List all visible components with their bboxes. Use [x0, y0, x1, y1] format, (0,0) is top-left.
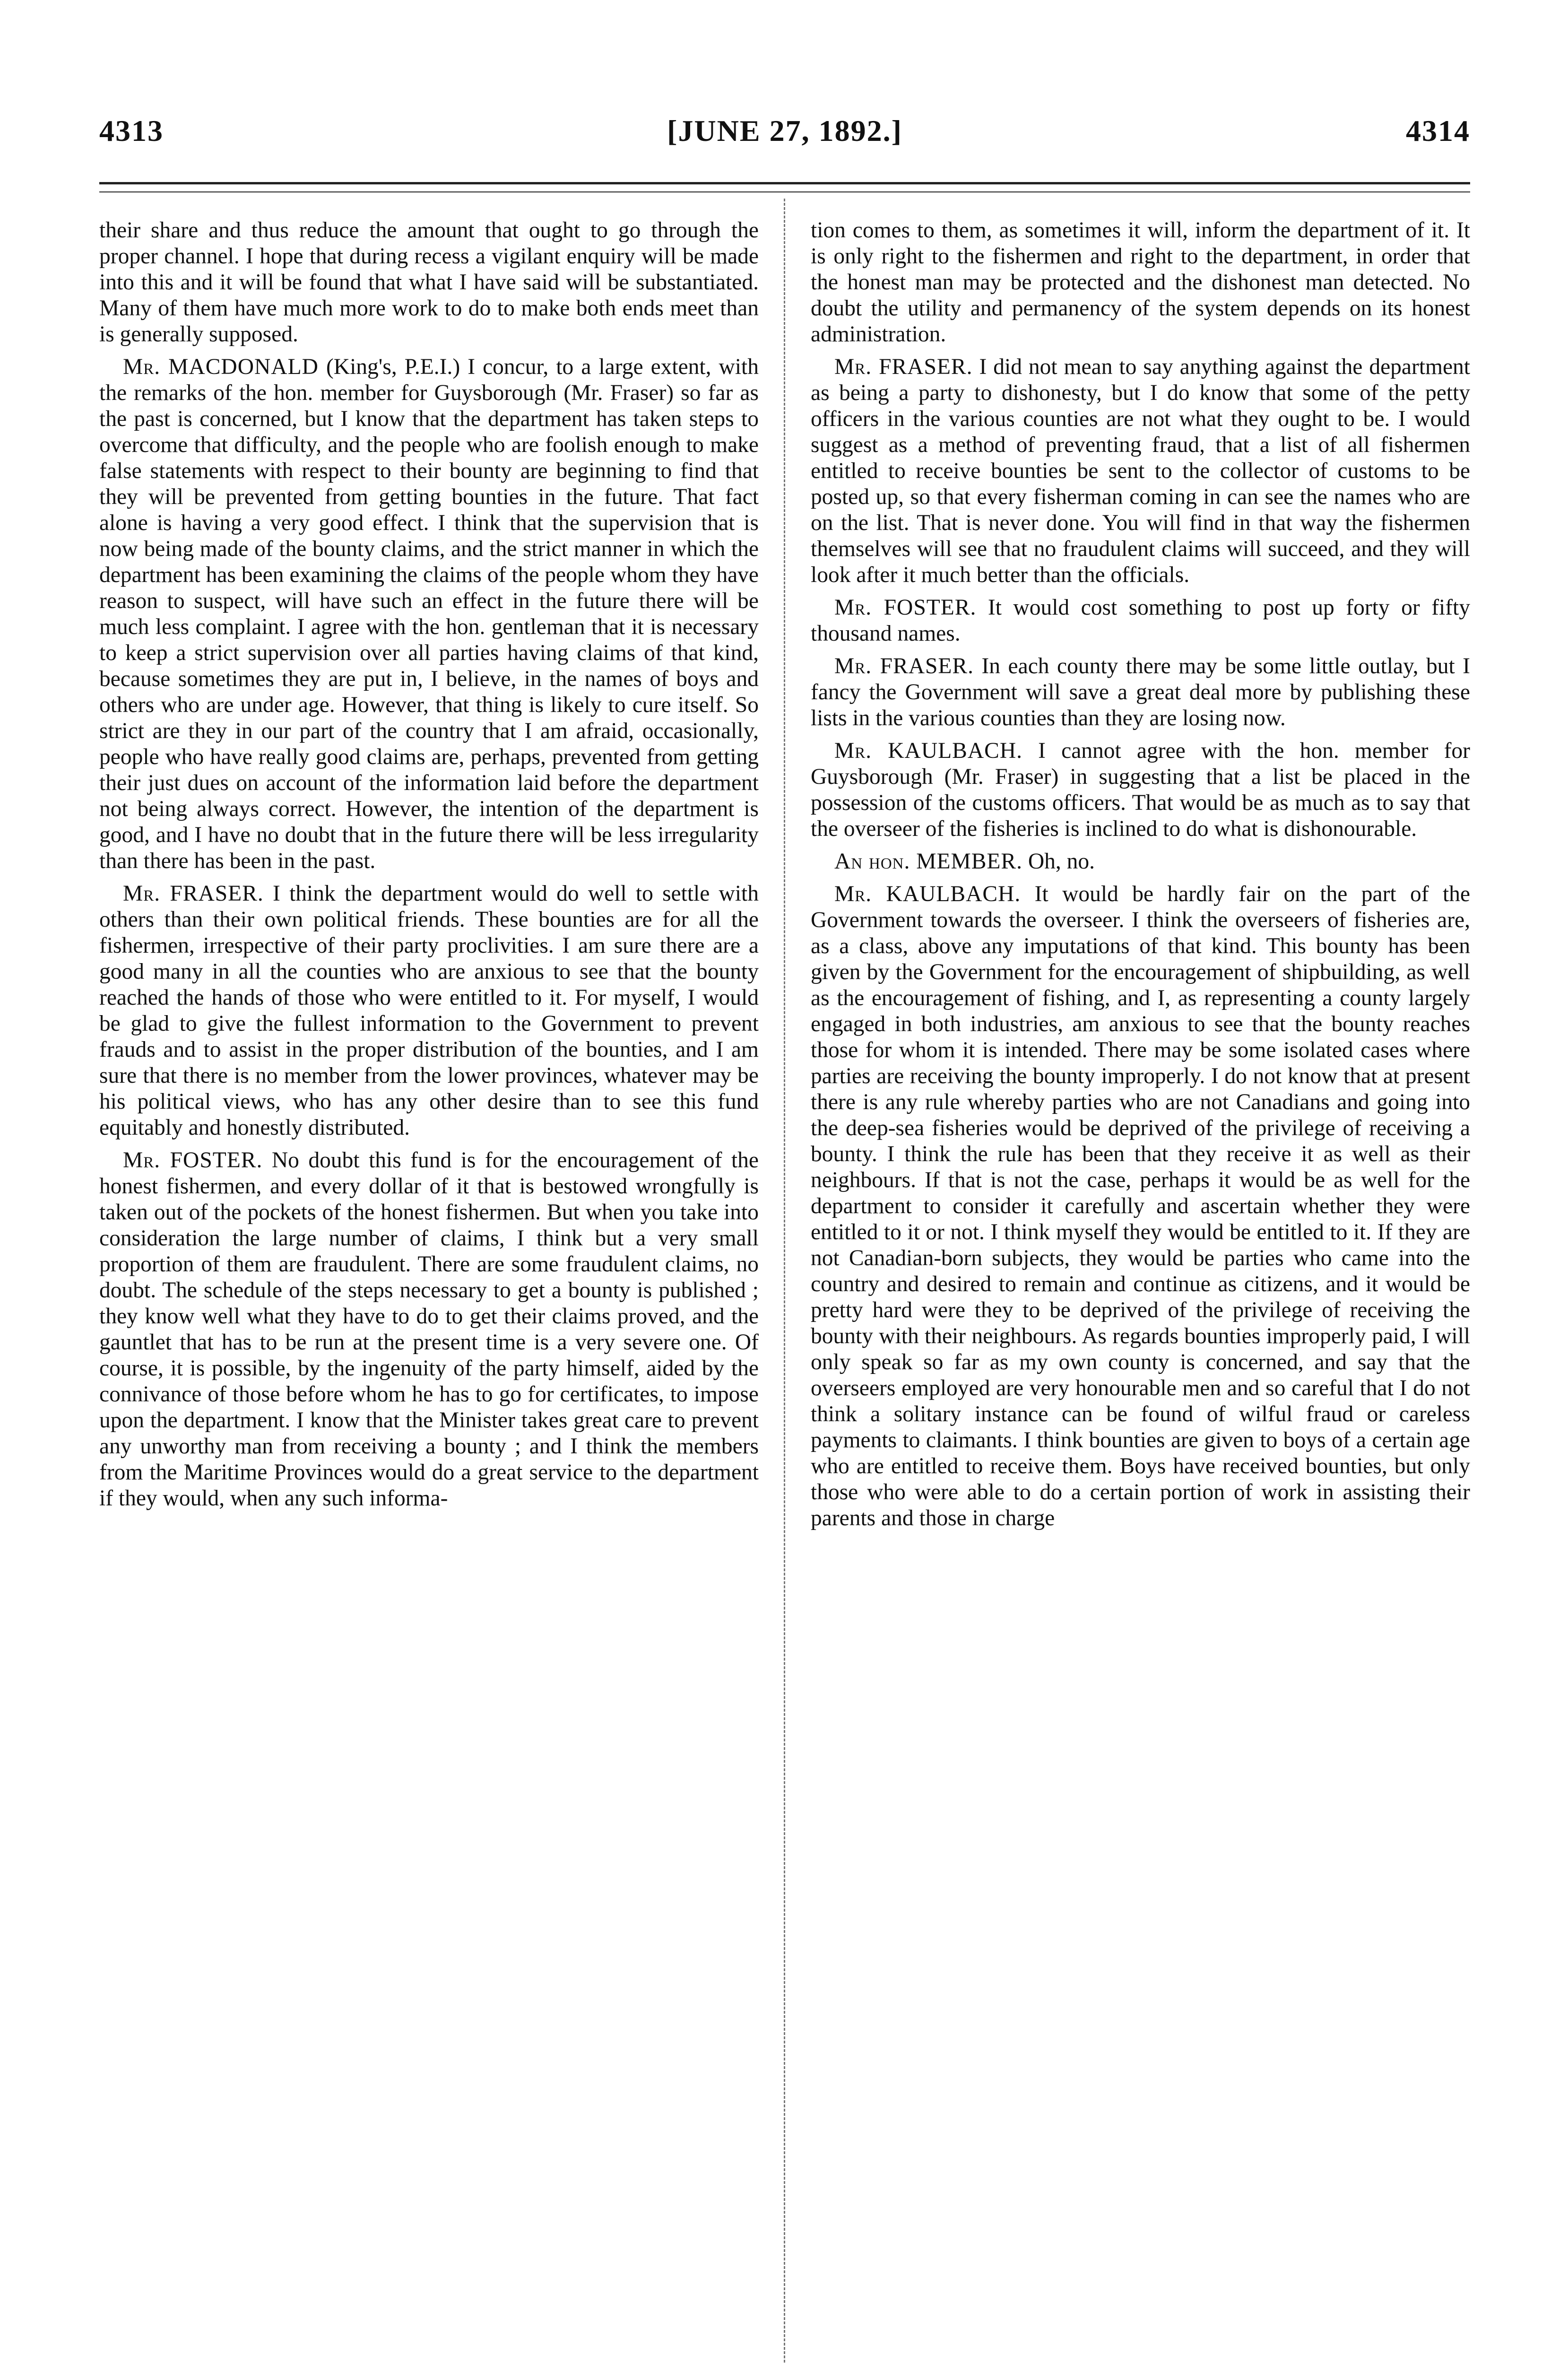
header-date: [JUNE 27, 1892.]	[667, 114, 902, 148]
speaker-name: Mr. MACDONALD	[123, 355, 319, 379]
header-rule-thick	[99, 182, 1470, 184]
paragraph-text: In each county there may be some little outlay, but I fancy the Government will save a great deal more by publishing these lists in the various counties than they are losing now.	[811, 654, 1471, 730]
column-divider	[784, 199, 785, 2364]
speaker-name: Mr. FOSTER.	[123, 1148, 263, 1173]
speaker-name: Mr. KAULBACH.	[834, 882, 1021, 906]
paragraph	[99, 881, 759, 1141]
paragraph	[811, 849, 1470, 875]
paragraph	[811, 217, 1470, 348]
paragraph-text: tion comes to them, as sometimes it will, inform the department of it. It is only right to the fishermen and right to the department, in order that the honest man may be protected and the dishonest man detected. No doubt the utility and permanency of the system depends on its honest administration.	[811, 218, 1470, 347]
paragraph-text: I did not mean to say anything against the department as being a party to dishonesty, but I do know that some of the petty officers in the various counties are not what they ought to be. I would suggest as a method of preventing fraud, that a list of all fishermen entitled to receive bounties be sent to the collector of customs to be posted up, so that every fisherman coming in can see the names who are on the list. That is never done. You will find in that way the fishermen themselves will see that no fraudulent claims will succeed, and they will look after it much better than the officials.	[811, 355, 1470, 587]
speaker-name: Mr. FRASER.	[834, 355, 973, 379]
left-column	[99, 217, 759, 1518]
paragraph-text: I cannot agree with the hon. member for Guysborough (Mr. Fraser) in suggesting that a list be placed in the possession of the customs officers. That would be as much as to say that the overseer of the fisheries is inclined to do what is dishonourable.	[811, 739, 1470, 841]
paragraph-text: It would be hardly fair on the part of the Government towards the overseer. I think the overseers of fisheries are, as a class, above any imputations of that kind. This bounty has been given by the Government for the encouragement of shipbuilding, as well as the encouragement of fishing, and I, as representing a county largely engaged in both industries, am anxious to see that the bounty reaches those for whom it is intended. There may be some isolated cases where parties are receiving the bounty improperly. I do not know that at present there is any rule whereby parties who are not Canadians and going into the deep-sea fisheries would be deprived of the privilege of receiving a bounty. I think the rule has been that they receive it as well as their neighbours. If that is not the case, perhaps it would be as well for the department to consider it carefully and ascertain whether they were entitled to it or not. I think myself they would be entitled to it. If they are not Canadian-born subjects, they would be parties who came into the country and desired to remain and continue as citizens, and it would be pretty hard were they to be deprived of the privilege of receiving the bounty with their neighbours. As regards bounties improperly paid, I will only speak so far as my own county is concerned, and say that the overseers employed are very honourable men and so careful that I do not think a solitary instance can be found of wilful fraud or careless payments to claimants. I think bounties are given to boys of a certain age who are entitled to receive them. Boys have received bounties, but only those who were able to do a certain portion of work in assisting their parents and those in charge	[811, 882, 1470, 1530]
header-rule-thin	[99, 191, 1470, 192]
paragraph	[811, 738, 1470, 842]
page-number-right: 4314	[1406, 114, 1470, 148]
paragraph-text: It would cost something to post up forty or fifty thousand names.	[811, 595, 1470, 646]
page-number-left: 4313	[99, 114, 164, 148]
paragraph	[99, 354, 759, 874]
speaker-name: Mr. FOSTER.	[834, 595, 977, 620]
paragraph	[99, 217, 759, 348]
speaker-name: Mr. FRASER.	[834, 654, 974, 678]
paragraph	[99, 1147, 759, 1512]
speaker-name: An hon. MEMBER.	[834, 849, 1022, 874]
speaker-name: Mr. FRASER.	[123, 881, 264, 906]
paragraph	[811, 881, 1470, 1531]
paragraph-text: I think the department would do well to settle with others than their own political friends. These bounties are for all the fishermen, irrespective of their party proclivities. I am sure there are a good many in all the counties who are anxious to see that the bounty reached the hands of those who were entitled to it. For myself, I would be glad to give the fullest information to the Government to prevent frauds and to assist in the proper distribution of the bounties, and I am sure that there is no member from the lower provinces, whatever may be his political views, who has any other desire than to see this fund equitably and honestly distributed.	[99, 881, 759, 1140]
paragraph	[811, 653, 1470, 731]
right-column	[811, 217, 1470, 1538]
paragraph-text: (King's, P.E.I.) I concur, to a large extent, with the remarks of the hon. member for Guysborough (Mr. Fraser) so far as the past is concerned, but I know that the department has taken steps to overcome that difficulty, and the people who are foolish enough to make false statements with respect to their bounty are beginning to find that they will be prevented from getting bounties in the future. That fact alone is having a very good effect. I think that the supervision that is now being made of the bounty claims, and the strict manner in which the department has been examining the claims of the people whom they have reason to suspect, will have such an effect in the future there will be much less complaint. I agree with the hon. gentleman that it is necessary to keep a strict supervision over all parties having claims of that kind, because sometimes they are put in, I believe, in the names of boys and others who are under age. However, that thing is likely to cure itself. So strict are they in our part of the country that I am afraid, occasionally, people who have really good claims are, perhaps, prevented from getting their just dues on account of the information laid before the department not being always correct. However, the intention of the department is good, and I have no doubt that in the future there will be less irregularity than there has been in the past.	[99, 355, 759, 873]
paragraph-text: No doubt this fund is for the encouragement of the honest fishermen, and every dollar of it that is bestowed wrongfully is taken out of the pockets of the honest fishermen. But when you take into consideration the large number of claims, I think but a very small proportion of them are fraudulent. There are some fraudulent claims, no doubt. The schedule of the steps necessary to get a bounty is published ; they know well what they have to do to get their claims proved, and the gauntlet that has to be run at the present time is a very severe one. Of course, it is possible, by the ingenuity of the party himself, aided by the connivance of those before whom he has to go for certificates, to impose upon the department. I know that the Minister takes great care to prevent any unworthy man from receiving a bounty ; and I think the members from the Maritime Provinces would do a great service to the department if they would, when any such informa-	[99, 1148, 759, 1511]
paragraph	[811, 354, 1470, 588]
paragraph	[811, 595, 1470, 647]
paragraph-text: Oh, no.	[1028, 849, 1095, 874]
page-header	[99, 113, 1470, 170]
paragraph-text: their share and thus reduce the amount that ought to go through the proper channel. I hope that during recess a vigilant enquiry will be made into this and it will be found that what I have said will be substantiated. Many of them have much more work to do to make both ends meet than is generally supposed.	[99, 218, 759, 347]
speaker-name: Mr. KAULBACH.	[834, 739, 1023, 763]
